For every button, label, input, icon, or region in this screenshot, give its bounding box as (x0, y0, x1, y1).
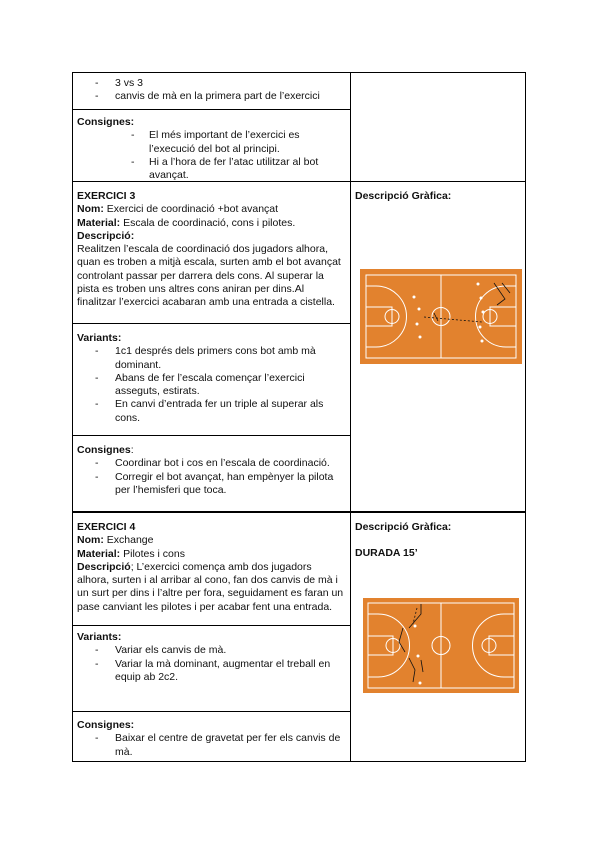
ex3-material-line (77, 217, 346, 230)
ex4-consignes-cell (72, 712, 351, 762)
descripcio-label: Descripció: (77, 229, 135, 242)
list-item: - 1c1 després dels primers cons bot amb mà dominant. (77, 345, 346, 372)
consignes-heading: Consignes: (77, 116, 135, 128)
nom-value: Exercici de coordinació +bot avançat (103, 203, 279, 216)
descripcio-text: Realitzen l’escala de coordinació dos jugadors alhora, quan es troben a mitjà escala, surten amb el bot avançat controlant passar per darrera dels cons. Al superar la pista es troben uns altres cons aniran per dins.Al finalitzar l’exercici acabaran amb una entrada a cistella. (77, 243, 341, 309)
ex4-nom-line (77, 534, 346, 547)
ex3-main-cell (72, 182, 351, 324)
list-item: - En canvi d’entrada fer un triple al superar als cons. (77, 398, 346, 425)
list-item: - canvis de mà en la primera part de l’exercici (77, 90, 346, 103)
material-label: Material: (77, 547, 121, 560)
material-value: Escala de coordinació, cons i pilotes. (120, 216, 296, 229)
grafica-label: Descripció Gràfica: (355, 190, 452, 202)
list-item: - Variar els canvis de mà. (77, 644, 346, 657)
variants-heading: Variants: (77, 332, 122, 344)
material-value: Pilotes i cons (120, 547, 185, 560)
material-label: Material: (77, 216, 121, 229)
consignes-heading (77, 444, 346, 457)
consignes-colon: : (130, 444, 134, 456)
exercise-title: EXERCICI 4 (77, 521, 136, 533)
exercise-title: EXERCICI 3 (77, 190, 136, 202)
list-item: - Coordinar bot i cos en l’escala de coordinació. (77, 457, 346, 470)
nom-label: Nom: (77, 534, 104, 547)
list-item: - Corregir el bot avançat, han empènyer la pilota per l’hemisferi que toca. (77, 471, 346, 498)
basketball-court-diagram (360, 269, 522, 364)
durada-label: DURADA 15’ (355, 547, 418, 560)
consignes-heading: Consignes: (77, 719, 135, 731)
basketball-court-diagram (363, 598, 519, 693)
consignes-label: Consignes (77, 444, 131, 456)
ex3-variants-cell (72, 324, 351, 436)
descripcio-value: L’exercici comença amb dos jugadors alhora, surten i al arribar al cono, fan dos canvis de mà i un surt per dins i l’altre per fora, seguidament es faran un pase canviant les pilotes i per acabar fent una entrada. (77, 560, 344, 613)
list-item: - Abans de fer l’escala començar l’exercici asseguts, estirats. (77, 372, 346, 399)
variants-heading: Variants: (77, 631, 122, 643)
descripcio-colon: ; (130, 560, 134, 573)
descripcio-text (77, 561, 346, 614)
ex3-consignes-cell (72, 436, 351, 512)
top-right-cell (351, 72, 526, 182)
ex3-nom-line (77, 203, 346, 216)
top-consignes-cell (72, 110, 351, 182)
list-item: - Baixar el centre de gravetat per fer els canvis de mà. (77, 732, 346, 759)
descripcio-label: Descripció (77, 560, 131, 573)
ex4-variants-cell (72, 626, 351, 712)
nom-label: Nom: (77, 203, 104, 216)
grafica-label: Descripció Gràfica: (355, 521, 452, 533)
list-item: - Hi a l’hora de fer l’atac utilitzar al bot avançat. (77, 156, 346, 183)
list-item: - El més important de l’exercici es l’execució del bot al principi. (77, 129, 346, 156)
top-items-cell (72, 72, 351, 110)
ex4-main-cell (72, 512, 351, 626)
list-item: - 3 vs 3 (77, 77, 346, 90)
list-item: - Variar la mà dominant, augmentar el treball en equip ab 2c2. (77, 658, 346, 685)
ex4-material-line (77, 548, 346, 561)
nom-value: Exchange (103, 534, 154, 547)
